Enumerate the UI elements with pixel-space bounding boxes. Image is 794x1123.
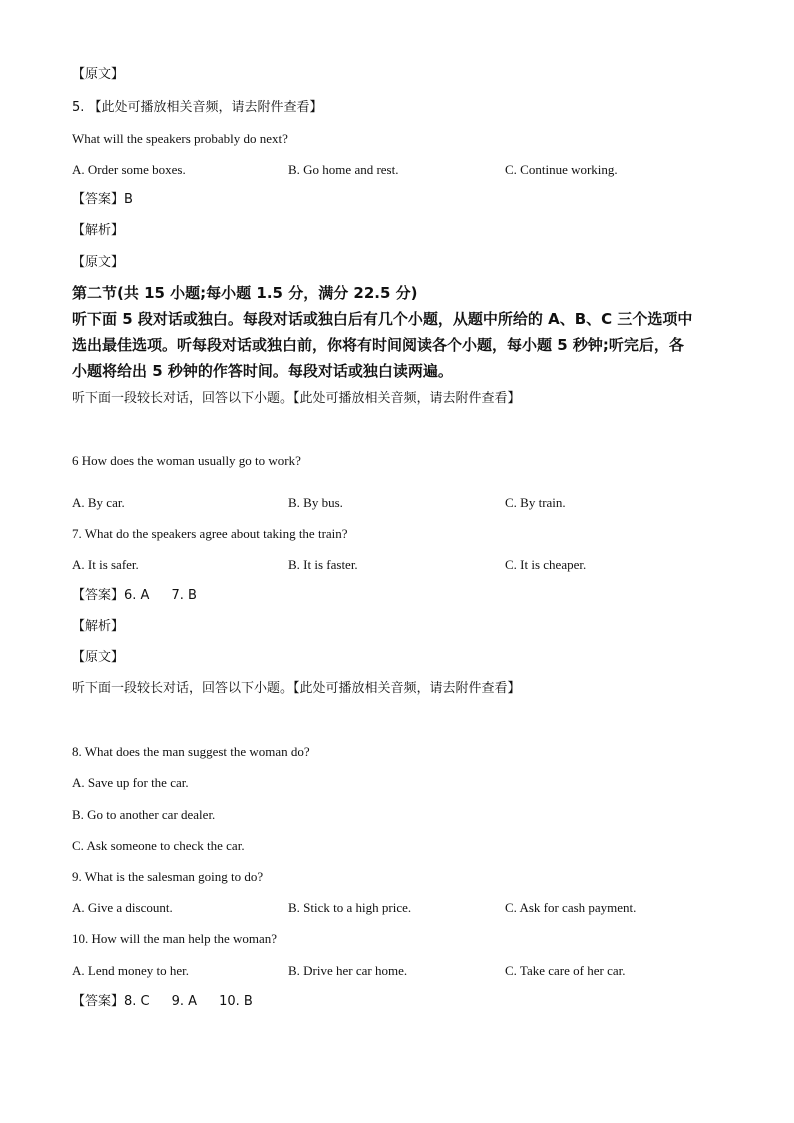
q8-option-c: C. Ask someone to check the car.: [72, 838, 245, 853]
q5-option-b: B. Go home and rest.: [288, 162, 399, 177]
section2-title: 第二节(共 15 小题;每小题 1.5 分，满分 22.5 分): [72, 284, 418, 302]
yuanwen-label-2: 【原文】: [72, 255, 125, 270]
q9-option-a: A. Give a discount.: [72, 900, 173, 915]
listen-instruction-1: 听下面一段较长对话，回答以下小题。【此处可播放相关音频，请去附件查看】: [72, 391, 521, 406]
answer-7: 7. B: [171, 588, 197, 603]
q7-option-c: C. It is cheaper.: [505, 557, 587, 572]
answer-6: 【答案】6. A: [72, 588, 150, 603]
q5-audio-line: 5. 【此处可播放相关音频，请去附件查看】: [72, 100, 323, 115]
answer-10: 10. B: [219, 994, 253, 1009]
q7-option-a: A. It is safer.: [72, 557, 139, 572]
q8-question: 8. What does the man suggest the woman do?: [72, 744, 310, 759]
q6-option-a: A. By car.: [72, 495, 125, 510]
q6-question: 6 How does the woman usually go to work?: [72, 453, 301, 468]
yuanwen-label-3: 【原文】: [72, 650, 125, 665]
q7-option-b: B. It is faster.: [288, 557, 358, 572]
jiexi-label-1: 【解析】: [72, 223, 125, 238]
section2-instruction-line-1: 听下面 5 段对话或独白。每段对话或独白后有几个小题，从题中所给的 A、B、C 三个选项中: [72, 310, 693, 328]
q5-option-c: C. Continue working.: [505, 162, 618, 177]
q10-option-a: A. Lend money to her.: [72, 963, 189, 978]
q10-option-c: C. Take care of her car.: [505, 963, 626, 978]
q6-option-c: C. By train.: [505, 495, 566, 510]
section2-instruction-line-2: 选出最佳选项。听每段对话或独白前，你将有时间阅读各个小题，每小题 5 秒钟;听完后，各: [72, 336, 684, 354]
answer-6-7: [72, 588, 197, 604]
q9-question: 9. What is the salesman going to do?: [72, 869, 264, 884]
q6-option-b: B. By bus.: [288, 495, 343, 510]
q9-option-c: C. Ask for cash payment.: [505, 900, 637, 915]
q5-option-a: A. Order some boxes.: [72, 162, 186, 177]
q8-option-b: B. Go to another car dealer.: [72, 807, 216, 822]
q5-answer: 【答案】B: [72, 192, 133, 207]
answer-8: 【答案】8. C: [72, 994, 150, 1009]
q8-option-a: A. Save up for the car.: [72, 775, 189, 790]
jiexi-label-2: 【解析】: [72, 619, 125, 634]
q10-question: 10. How will the man help the woman?: [72, 931, 278, 946]
section2-instruction-line-3: 小题将给出 5 秒钟的作答时间。每段对话或独白读两遍。: [72, 362, 453, 380]
q9-option-b: B. Stick to a high price.: [288, 900, 412, 915]
q10-option-b: B. Drive her car home.: [288, 963, 408, 978]
answer-8-9-10: [72, 994, 253, 1010]
q5-question: What will the speakers probably do next?: [72, 131, 288, 146]
yuanwen-label-1: 【原文】: [72, 67, 125, 82]
listen-instruction-2: 听下面一段较长对话，回答以下小题。【此处可播放相关音频，请去附件查看】: [72, 681, 521, 696]
q7-question: 7. What do the speakers agree about taking the train?: [72, 526, 348, 541]
answer-9: 9. A: [171, 994, 198, 1009]
